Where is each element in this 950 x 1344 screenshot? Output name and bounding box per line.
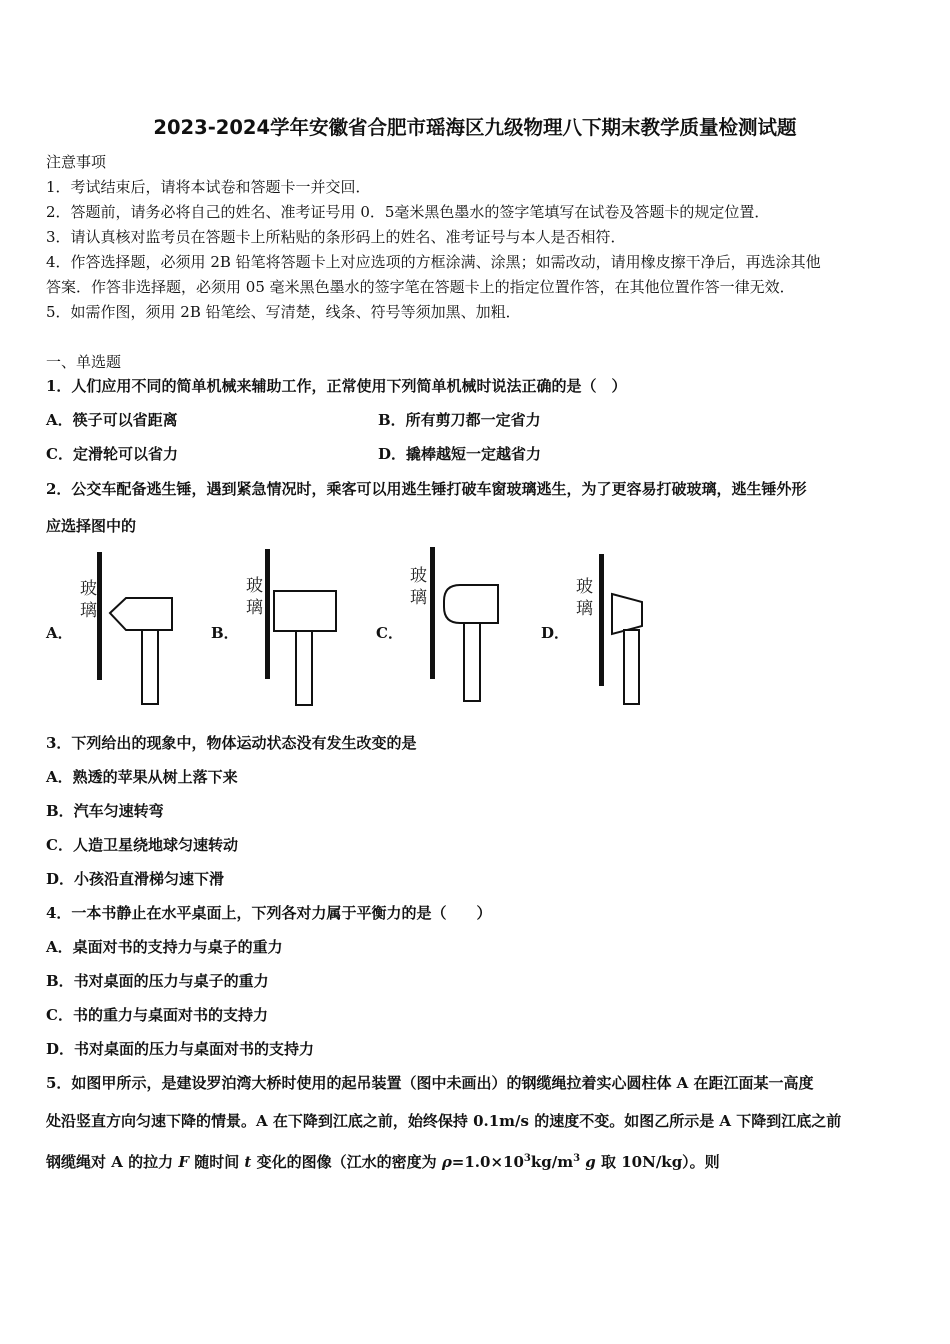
glass-char-1: 玻 [410,566,427,586]
q2-stem-line1: 2．公交车配备逃生锤，遇到紧急情况时，乘客可以用逃生锤打破车窗玻璃逃生，为了更容易打破玻璃，逃生锤外形 [46,480,807,498]
q3-option-c: C．人造卫星绕地球匀速转动 [46,836,238,854]
q5-symbol-t: t [244,1153,252,1171]
q5-line3-text: kg/m [530,1153,574,1171]
hammer-head [110,598,172,630]
glass-char-2: 璃 [80,601,97,621]
glass-pane [265,549,270,679]
hammer-pointed-diagram [68,550,178,710]
glass-char-1: 玻 [80,579,97,599]
q5-line2: 处沿竖直方向匀速下降的情景。A 在下降到江底之前，始终保持 0.1m/s 的速度不变。如图乙所示是 A 下降到江底之前 [46,1112,842,1130]
notice-item: 3．请认真核对监考员在答题卡上所粘贴的条形码上的姓名、准考证号与本人是否相符． [46,228,626,246]
page-title: 2023-2024学年安徽省合肥市瑶海区九级物理八下期末教学质量检测试题 [153,116,797,139]
notice-item: 5．如需作图，须用 2B 铅笔绘、写清楚，线条、符号等须加黑、加粗． [46,303,521,321]
q3-stem: 3．下列给出的现象中，物体运动状态没有发生改变的是 [46,734,417,752]
q4-option-a: A．桌面对书的支持力与桌子的重力 [46,938,283,956]
hammer-head [444,585,498,623]
q5-line3-text: 钢缆绳对 A 的拉力 [46,1153,179,1171]
q4-option-c: C．书的重力与桌面对书的支持力 [46,1006,268,1024]
glass-char-2: 璃 [410,588,427,608]
q2-figure-d [568,548,678,710]
q2-figure-label-d: D． [541,624,570,642]
q5-line3 [46,1149,910,1172]
hammer-handle [624,630,639,704]
q1-stem: 1．人们应用不同的简单机械来辅助工作，正常使用下列简单机械时说法正确的是（ ） [46,377,627,395]
q1-option-d: D．撬棒越短一定越省力 [378,445,542,463]
q2-figure-c [400,545,510,710]
q5-superscript: 3 [523,1153,531,1164]
q2-figure-label-b: B． [211,624,239,642]
q2-figure-b [234,545,344,710]
notice-heading: 注意事项 [46,153,107,171]
glass-pane [430,547,435,679]
glass-char-2: 璃 [246,598,263,618]
notice-item: 答案．作答非选择题，必须用 05 毫米黑色墨水的签字笔在答题卡上的指定位置作答，在其他位置作答一律无效． [46,278,795,296]
notice-item: 1．考试结束后，请将本试卷和答题卡一并交回． [46,178,371,196]
hammer-head [612,594,642,634]
q4-option-d: D．书对桌面的压力与桌面对书的支持力 [46,1040,315,1058]
q5-line1: 5．如图甲所示，是建设罗泊湾大桥时使用的起吊装置（图中未画出）的钢缆绳拉着实心圆柱体 A 在距江面某一高度 [46,1074,814,1092]
q2-figure-label-a: A． [46,624,73,642]
q4-option-b: B．书对桌面的压力与桌子的重力 [46,972,269,990]
q1-option-c: C．定滑轮可以省力 [46,445,178,463]
hammer-rounded-diagram [400,545,510,710]
q5-symbol-rho: ρ [441,1153,452,1171]
q4-stem: 4．一本书静止在水平桌面上，下列各对力属于平衡力的是（ ） [46,904,492,922]
notice-item: 4．作答选择题，必须用 2B 铅笔将答题卡上对应选项的方框涂满、涂黑；如需改动，请用橡皮擦干净后，再选涂其他 [46,253,821,271]
q5-line3-text: =1.0×10 [451,1153,524,1171]
hammer-head [274,591,336,631]
q5-line3-text: 变化的图像（江水的密度为 [251,1153,442,1171]
q5-line3-text: 取 10N/kg）。则 [595,1153,720,1171]
q5-symbol-f: F [178,1153,189,1171]
glass-char-1: 玻 [246,576,263,596]
q5-superscript: 3 [573,1153,581,1164]
hammer-handle [142,630,158,704]
q3-option-a: A．熟透的苹果从树上落下来 [46,768,238,786]
q3-option-b: B．汽车匀速转弯 [46,802,164,820]
q2-figure-a [68,550,178,710]
hammer-wedge-diagram [568,548,678,710]
hammer-handle [464,623,480,701]
hammer-handle [296,631,312,705]
notice-item: 2．答题前，请务必将自己的姓名、准考证号用 0．5毫米黑色墨水的签字笔填写在试卷及答题卡的规定位置． [46,203,770,221]
hammer-flat-diagram [234,545,344,710]
section-heading: 一、单选题 [46,353,122,371]
q1-option-a: A．筷子可以省距离 [46,411,178,429]
glass-char-2: 璃 [576,599,593,619]
glass-pane [599,554,604,686]
q2-stem-line2: 应选择图中的 [46,517,137,535]
q2-figure-label-c: C． [376,624,403,642]
glass-char-1: 玻 [576,577,593,597]
glass-pane [97,552,102,680]
q5-line3-text: 随时间 [188,1153,245,1171]
q3-option-d: D．小孩沿直滑梯匀速下滑 [46,870,225,888]
q1-option-b: B．所有剪刀都一定省力 [378,411,541,429]
q5-symbol-g: g [580,1153,596,1171]
